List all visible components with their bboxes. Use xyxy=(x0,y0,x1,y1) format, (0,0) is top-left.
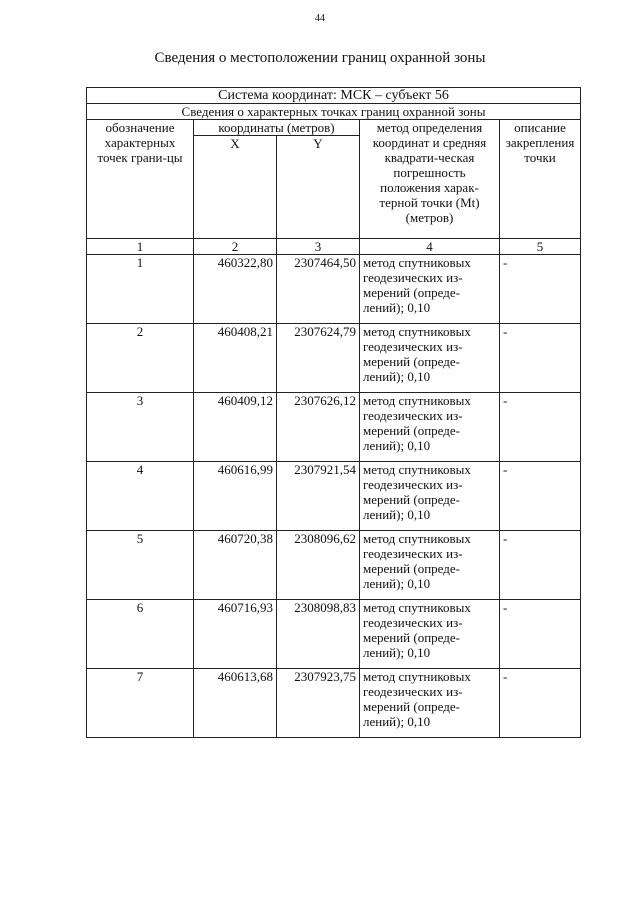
x-coordinate-cell: 460409,12 xyxy=(194,393,277,462)
table-row xyxy=(87,462,581,531)
point-number-cell: 4 xyxy=(87,462,194,531)
column-number: 4 xyxy=(360,239,500,255)
y-coordinate-cell: 2307626,12 xyxy=(277,393,360,462)
header-coordinates: координаты (метров) xyxy=(194,120,360,136)
description-cell: - xyxy=(500,255,581,324)
point-number-cell: 2 xyxy=(87,324,194,393)
column-number: 5 xyxy=(500,239,581,255)
table-row xyxy=(87,255,581,324)
coord-system-cell: Система координат: МСК – субъект 56 xyxy=(87,88,581,104)
y-coordinate-cell: 2307464,50 xyxy=(277,255,360,324)
method-cell: метод спутниковых геодезических из-мерений (опреде-лений); 0,10 xyxy=(360,669,500,738)
x-coordinate-cell: 460408,21 xyxy=(194,324,277,393)
x-coordinate-cell: 460720,38 xyxy=(194,531,277,600)
description-cell: - xyxy=(500,600,581,669)
y-coordinate-cell: 2307921,54 xyxy=(277,462,360,531)
description-cell: - xyxy=(500,462,581,531)
point-number-cell: 6 xyxy=(87,600,194,669)
description-cell: - xyxy=(500,324,581,393)
method-cell: метод спутниковых геодезических из-мерений (опреде-лений); 0,10 xyxy=(360,255,500,324)
method-cell: метод спутниковых геодезических из-мерений (опреде-лений); 0,10 xyxy=(360,462,500,531)
header-x: X xyxy=(194,136,277,239)
column-number: 3 xyxy=(277,239,360,255)
point-number-cell: 7 xyxy=(87,669,194,738)
header-row xyxy=(87,120,581,136)
point-number-cell: 5 xyxy=(87,531,194,600)
header-y: Y xyxy=(277,136,360,239)
header-designation: обозначение характерных точек грани-цы xyxy=(87,120,194,239)
method-cell: метод спутниковых геодезических из-мерений (опреде-лений); 0,10 xyxy=(360,393,500,462)
table-row xyxy=(87,669,581,738)
y-coordinate-cell: 2308096,62 xyxy=(277,531,360,600)
description-cell: - xyxy=(500,669,581,738)
page-number: 44 xyxy=(315,13,325,24)
x-coordinate-cell: 460616,99 xyxy=(194,462,277,531)
x-coordinate-cell: 460613,68 xyxy=(194,669,277,738)
header-description: описание закрепления точки xyxy=(500,120,581,239)
x-coordinate-cell: 460322,80 xyxy=(194,255,277,324)
table-row xyxy=(87,324,581,393)
coord-system-row xyxy=(87,88,581,104)
coordinates-table xyxy=(86,87,581,738)
description-cell: - xyxy=(500,531,581,600)
table-row xyxy=(87,600,581,669)
y-coordinate-cell: 2307624,79 xyxy=(277,324,360,393)
y-coordinate-cell: 2307923,75 xyxy=(277,669,360,738)
column-numbers-row xyxy=(87,239,581,255)
y-coordinate-cell: 2308098,83 xyxy=(277,600,360,669)
x-coordinate-cell: 460716,93 xyxy=(194,600,277,669)
column-number: 1 xyxy=(87,239,194,255)
method-cell: метод спутниковых геодезических из-мерений (опреде-лений); 0,10 xyxy=(360,531,500,600)
point-number-cell: 3 xyxy=(87,393,194,462)
table-row xyxy=(87,393,581,462)
method-cell: метод спутниковых геодезических из-мерений (опреде-лений); 0,10 xyxy=(360,600,500,669)
description-cell: - xyxy=(500,393,581,462)
column-number: 2 xyxy=(194,239,277,255)
section-title-row xyxy=(87,104,581,120)
section-title-cell: Сведения о характерных точках границ охранной зоны xyxy=(87,104,581,120)
document-title: Сведения о местоположении границ охранной зоны xyxy=(154,50,486,66)
header-method: метод определения координат и средняя квадрати-ческая погрешность положения харак-терной точки (Mt) (метров) xyxy=(360,120,500,239)
table-row xyxy=(87,531,581,600)
point-number-cell: 1 xyxy=(87,255,194,324)
method-cell: метод спутниковых геодезических из-мерений (опреде-лений); 0,10 xyxy=(360,324,500,393)
